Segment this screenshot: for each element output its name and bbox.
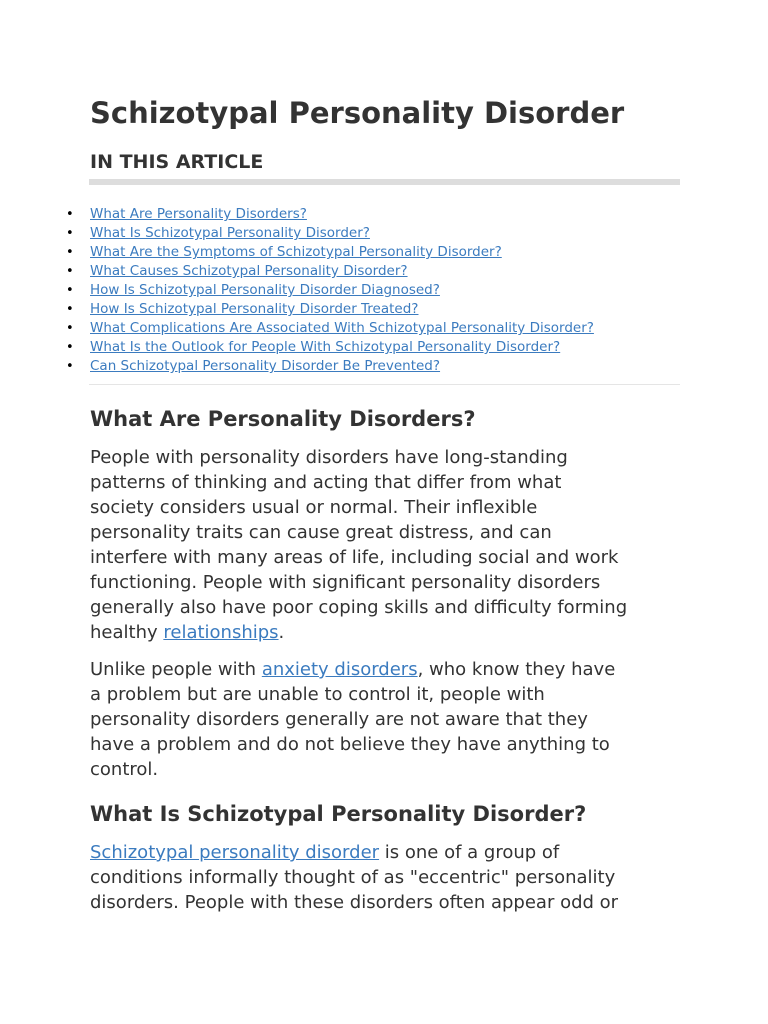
toc-item — [66, 357, 594, 376]
toc-item — [66, 300, 594, 319]
section-heading-personality-disorders: What Are Personality Disorders? — [90, 407, 476, 431]
text-fragment: Unlike people with — [90, 659, 262, 680]
paragraph-line: have a problem and do not believe they have anything to — [90, 734, 610, 755]
toc-divider — [89, 384, 680, 385]
bullet-icon: • — [66, 359, 74, 374]
paragraph-line: control. — [90, 759, 159, 780]
paragraph-line: People with personality disorders have long-standing — [90, 447, 568, 468]
toc-link-complications[interactable]: What Complications Are Associated With Schizotypal Personality Disorder? — [90, 320, 594, 336]
anxiety-disorders-link[interactable]: anxiety disorders — [261, 659, 418, 680]
article-title: Schizotypal Personality Disorder — [90, 96, 625, 130]
bullet-icon: • — [66, 226, 74, 241]
paragraph-line: disorders. People with these disorders often appear odd or — [90, 892, 619, 913]
paragraph-line: functioning. People with significant personality disorders — [90, 572, 601, 593]
relationships-link[interactable]: relationships — [163, 622, 279, 643]
paragraph-line: patterns of thinking and acting that differ from what — [90, 472, 562, 493]
toc-item — [66, 243, 594, 262]
bullet-icon: • — [66, 321, 74, 336]
paragraph-line: interfere with many areas of life, including social and work — [90, 547, 619, 568]
toc-item — [66, 319, 594, 338]
bullet-icon: • — [66, 340, 74, 355]
toc-item — [66, 338, 594, 357]
paragraph-line: generally also have poor coping skills and difficulty forming — [90, 597, 628, 618]
section-heading-what-is-spd: What Is Schizotypal Personality Disorder? — [90, 802, 587, 826]
toc-link-outlook[interactable]: What Is the Outlook for People With Schizotypal Personality Disorder? — [90, 339, 561, 355]
toc-list — [66, 205, 594, 376]
text-fragment: healthy — [90, 622, 164, 643]
paragraph-personality-disorders — [90, 445, 690, 645]
toc-heading-rule — [89, 179, 680, 185]
text-fragment: . — [278, 622, 285, 643]
toc-link-personality-disorders[interactable]: What Are Personality Disorders? — [90, 206, 307, 222]
toc-link-treated[interactable]: How Is Schizotypal Personality Disorder Treated? — [90, 301, 419, 317]
text-fragment: , who know they have — [417, 659, 616, 680]
toc-item — [66, 281, 594, 300]
paragraph-line: personality traits can cause great distress, and can — [90, 522, 552, 543]
toc-link-causes[interactable]: What Causes Schizotypal Personality Disorder? — [90, 263, 408, 279]
bullet-icon: • — [66, 207, 74, 222]
toc-heading: IN THIS ARTICLE — [90, 151, 264, 173]
paragraph-what-is-spd — [90, 840, 690, 915]
toc-link-what-is-spd[interactable]: What Is Schizotypal Personality Disorder? — [90, 225, 370, 241]
toc-item — [66, 224, 594, 243]
paragraph-line: a problem but are unable to control it, people with — [90, 684, 545, 705]
paragraph-line: conditions informally thought of as "eccentric" personality — [90, 867, 616, 888]
bullet-icon: • — [66, 245, 74, 260]
schizotypal-personality-disorder-link[interactable]: Schizotypal personality disorder — [90, 842, 380, 863]
paragraph-anxiety-comparison — [90, 657, 690, 782]
toc-item — [66, 262, 594, 281]
paragraph-line — [90, 657, 690, 682]
toc-link-prevented[interactable]: Can Schizotypal Personality Disorder Be Prevented? — [90, 358, 441, 374]
toc-link-symptoms[interactable]: What Are the Symptoms of Schizotypal Personality Disorder? — [90, 244, 502, 260]
bullet-icon: • — [66, 283, 74, 298]
toc-item — [66, 205, 594, 224]
text-fragment: is one of a group of — [379, 842, 560, 863]
bullet-icon: • — [66, 264, 74, 279]
paragraph-line — [90, 620, 690, 645]
toc-link-diagnosed[interactable]: How Is Schizotypal Personality Disorder Diagnosed? — [90, 282, 440, 298]
paragraph-line: personality disorders generally are not aware that they — [90, 709, 588, 730]
bullet-icon: • — [66, 302, 74, 317]
paragraph-line — [90, 840, 690, 865]
paragraph-line: society considers usual or normal. Their inflexible — [90, 497, 538, 518]
